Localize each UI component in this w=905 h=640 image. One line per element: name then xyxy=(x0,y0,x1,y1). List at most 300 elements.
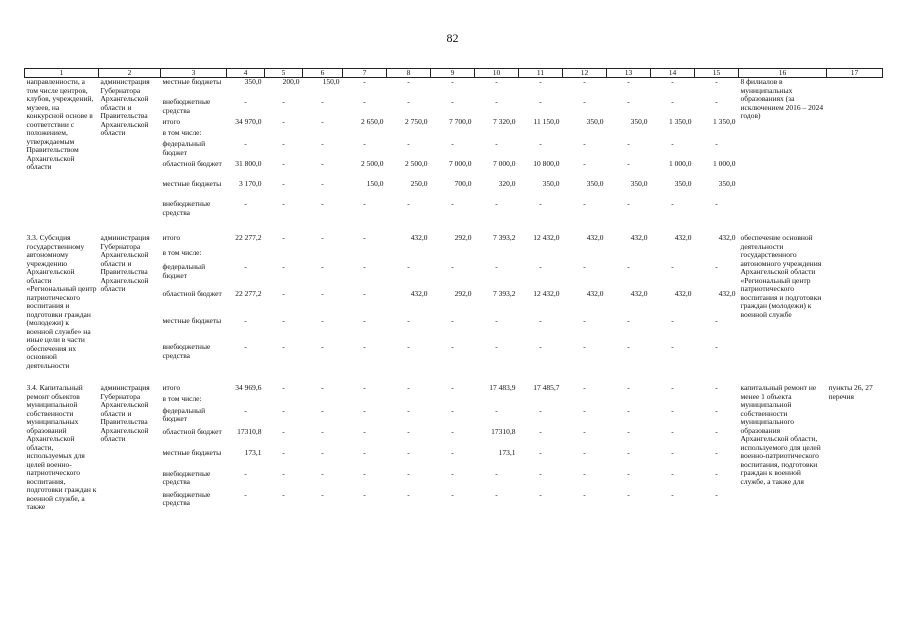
amount-cell: - xyxy=(495,140,498,148)
amount-cell xyxy=(387,129,431,140)
amount-cell: 2 500,0 xyxy=(405,160,428,168)
amount-cell: - xyxy=(244,140,247,148)
amount-cell: - xyxy=(363,200,366,208)
column-number-11: 11 xyxy=(519,69,563,78)
amount-cell: - xyxy=(282,200,285,208)
funding-source: итого xyxy=(162,118,181,126)
amount-cell: - xyxy=(321,180,324,188)
amount-cell: - xyxy=(495,77,498,86)
amount-cell: 7 393,2 xyxy=(493,289,516,298)
amount-cell: - xyxy=(363,289,366,298)
amount-cell: - xyxy=(451,406,454,415)
amount-cell: - xyxy=(495,406,498,415)
amount-cell xyxy=(343,395,387,406)
amount-cell: 150,0 xyxy=(322,77,340,86)
amount-cell: 432,0 xyxy=(674,234,692,242)
column-number-row xyxy=(25,69,883,78)
budget-table xyxy=(24,68,883,512)
funding-source: в том числе: xyxy=(162,129,202,137)
funding-source: итого xyxy=(162,384,181,392)
amount-cell: - xyxy=(321,469,324,478)
amount-cell: - xyxy=(583,316,586,325)
table-row xyxy=(25,234,883,249)
amount-cell: - xyxy=(363,77,366,86)
amount-cell: - xyxy=(282,427,285,436)
amount-cell: - xyxy=(539,200,542,208)
amount-cell: - xyxy=(407,469,410,478)
amount-cell: - xyxy=(583,448,586,457)
amount-cell: 12 432,0 xyxy=(533,289,560,298)
amount-cell: - xyxy=(407,140,410,148)
amount-cell: - xyxy=(451,448,454,457)
amount-cell: - xyxy=(321,234,324,242)
amount-cell: - xyxy=(539,469,542,478)
amount-cell: - xyxy=(495,490,498,499)
amount-cell xyxy=(651,129,695,140)
amount-cell: - xyxy=(671,406,674,415)
table-row xyxy=(25,78,883,99)
amount-cell: - xyxy=(282,343,285,352)
amount-cell: - xyxy=(407,490,410,499)
amount-cell: - xyxy=(495,316,498,325)
amount-cell: - xyxy=(282,98,285,106)
amount-cell xyxy=(227,395,265,406)
amount-cell: - xyxy=(583,427,586,436)
amount-cell xyxy=(651,395,695,406)
amount-cell: - xyxy=(495,98,498,106)
amount-cell xyxy=(519,129,563,140)
amount-cell: - xyxy=(583,490,586,499)
column-number-10: 10 xyxy=(475,69,519,78)
amount-cell: - xyxy=(244,406,247,415)
amount-cell: - xyxy=(495,200,498,208)
amount-cell: - xyxy=(451,384,454,392)
amount-cell: - xyxy=(407,263,410,272)
amount-cell: - xyxy=(244,469,247,478)
amount-cell: - xyxy=(671,384,674,392)
amount-cell: - xyxy=(583,98,586,106)
amount-cell: - xyxy=(321,316,324,325)
amount-cell: - xyxy=(363,140,366,148)
amount-cell xyxy=(265,249,303,264)
amount-cell: - xyxy=(363,343,366,352)
amount-cell: - xyxy=(671,200,674,208)
amount-cell: - xyxy=(321,343,324,352)
funding-source: в том числе: xyxy=(162,395,202,404)
page-number: 82 xyxy=(446,31,459,45)
amount-cell: - xyxy=(321,98,324,106)
amount-cell xyxy=(563,129,607,140)
amount-cell: - xyxy=(627,200,630,208)
amount-cell: - xyxy=(451,343,454,352)
amount-cell: - xyxy=(321,289,324,298)
amount-cell: - xyxy=(583,160,586,168)
amount-cell xyxy=(563,395,607,406)
amount-cell xyxy=(519,249,563,264)
amount-cell: - xyxy=(282,469,285,478)
column-number-2: 2 xyxy=(99,69,161,78)
amount-cell: - xyxy=(539,263,542,272)
amount-cell: - xyxy=(539,140,542,148)
amount-cell: - xyxy=(363,384,366,392)
amount-cell: - xyxy=(583,469,586,478)
amount-cell: - xyxy=(715,406,718,415)
amount-cell: 2 750,0 xyxy=(405,118,428,126)
amount-cell: 22 277,2 xyxy=(235,289,262,298)
amount-cell xyxy=(695,129,739,140)
amount-cell: - xyxy=(671,343,674,352)
amount-cell: - xyxy=(407,384,410,392)
amount-cell: 350,0 xyxy=(586,180,604,188)
amount-cell: 7 000,0 xyxy=(493,160,516,168)
amount-cell: - xyxy=(282,118,285,126)
amount-cell: - xyxy=(451,490,454,499)
amount-cell: 432,0 xyxy=(630,289,648,298)
executor: администрация Губернатора Архангельской области и Правительства Архангельской области xyxy=(100,77,150,137)
amount-cell: - xyxy=(671,469,674,478)
column-number-14: 14 xyxy=(651,69,695,78)
amount-cell: - xyxy=(282,384,285,392)
amount-cell: - xyxy=(451,427,454,436)
amount-cell: - xyxy=(451,77,454,86)
amount-cell: - xyxy=(627,448,630,457)
amount-cell: 31 800,0 xyxy=(235,160,262,168)
amount-cell: - xyxy=(627,490,630,499)
amount-cell: - xyxy=(244,316,247,325)
amount-cell: - xyxy=(715,263,718,272)
amount-cell xyxy=(475,249,519,264)
amount-cell: 432,0 xyxy=(586,234,604,242)
amount-cell: 432,0 xyxy=(586,289,604,298)
amount-cell: 3 170,0 xyxy=(239,180,262,188)
amount-cell: 250,0 xyxy=(410,180,428,188)
amount-cell xyxy=(265,395,303,406)
amount-cell: - xyxy=(715,448,718,457)
amount-cell: - xyxy=(321,384,324,392)
amount-cell: 700,0 xyxy=(454,180,472,188)
funding-source: областной бюджет xyxy=(162,289,222,298)
amount-cell: - xyxy=(539,490,542,499)
amount-cell: 2 650,0 xyxy=(361,118,384,126)
amount-cell: - xyxy=(627,263,630,272)
executor: администрация Губернатора Архангельской области и Правительства Архангельской области xyxy=(100,234,150,293)
amount-cell: - xyxy=(671,490,674,499)
amount-cell: 350,0 xyxy=(718,180,736,188)
amount-cell: - xyxy=(715,316,718,325)
amount-cell: 1 350,0 xyxy=(669,118,692,126)
amount-cell: - xyxy=(495,469,498,478)
funding-source: местные бюджеты xyxy=(162,448,222,457)
budget-table-sheet xyxy=(24,68,882,512)
funding-source: местные бюджеты xyxy=(162,77,222,86)
amount-cell: 7 320,0 xyxy=(493,118,516,126)
amount-cell: 7 393,2 xyxy=(493,234,516,242)
amount-cell: - xyxy=(244,490,247,499)
amount-cell: 350,0 xyxy=(542,180,560,188)
amount-cell: - xyxy=(407,77,410,86)
amount-cell: - xyxy=(583,263,586,272)
funding-source: внебюджетные средства xyxy=(162,490,211,508)
amount-cell: - xyxy=(321,160,324,168)
amount-cell: - xyxy=(407,406,410,415)
amount-cell: 432,0 xyxy=(718,289,736,298)
amount-cell: - xyxy=(715,343,718,352)
amount-cell: 432,0 xyxy=(674,289,692,298)
amount-cell: 17310,8 xyxy=(237,427,262,436)
amount-cell: - xyxy=(363,406,366,415)
funding-source: федеральный бюджет xyxy=(162,263,206,280)
amount-cell: - xyxy=(671,448,674,457)
amount-cell: - xyxy=(282,406,285,415)
funding-source: федеральный бюджет xyxy=(162,406,206,424)
amount-cell: - xyxy=(583,77,586,86)
amount-cell: 10 800,0 xyxy=(533,160,560,168)
amount-cell xyxy=(265,129,303,140)
amount-cell: - xyxy=(321,406,324,415)
amount-cell: 432,0 xyxy=(630,234,648,242)
amount-cell: - xyxy=(627,98,630,106)
column-number-17: 17 xyxy=(827,69,883,78)
amount-cell: - xyxy=(495,343,498,352)
amount-cell xyxy=(303,249,343,264)
amount-cell: - xyxy=(244,343,247,352)
amount-cell: - xyxy=(407,448,410,457)
amount-cell: - xyxy=(321,448,324,457)
amount-cell: - xyxy=(451,469,454,478)
amount-cell: - xyxy=(321,490,324,499)
amount-cell: - xyxy=(363,490,366,499)
column-number-1: 1 xyxy=(25,69,99,78)
funding-source: внебюджетные средства xyxy=(162,343,211,360)
amount-cell: - xyxy=(363,316,366,325)
amount-cell: - xyxy=(282,289,285,298)
amount-cell: 34 969,6 xyxy=(235,384,262,392)
amount-cell: - xyxy=(627,384,630,392)
amount-cell: 432,0 xyxy=(718,234,736,242)
amount-cell: - xyxy=(282,140,285,148)
amount-cell xyxy=(431,249,475,264)
funding-source: областной бюджет xyxy=(162,427,222,436)
amount-cell: - xyxy=(282,160,285,168)
column-number-12: 12 xyxy=(563,69,607,78)
amount-cell: - xyxy=(407,427,410,436)
column-number-7: 7 xyxy=(343,69,387,78)
amount-cell: 12 432,0 xyxy=(533,234,560,242)
amount-cell: - xyxy=(671,77,674,86)
amount-cell: 17 483,9 xyxy=(489,384,516,392)
amount-cell: - xyxy=(671,427,674,436)
amount-cell: 22 277,2 xyxy=(235,234,262,242)
amount-cell: - xyxy=(282,234,285,242)
amount-cell: - xyxy=(627,343,630,352)
amount-cell: - xyxy=(451,263,454,272)
amount-cell: - xyxy=(451,316,454,325)
amount-cell: - xyxy=(282,180,285,188)
amount-cell: - xyxy=(321,140,324,148)
amount-cell xyxy=(343,129,387,140)
amount-cell: - xyxy=(627,316,630,325)
amount-cell: - xyxy=(715,490,718,499)
amount-cell: - xyxy=(539,77,542,86)
column-number-9: 9 xyxy=(431,69,475,78)
amount-cell: - xyxy=(627,140,630,148)
amount-cell: 2 500,0 xyxy=(361,160,384,168)
amount-cell: - xyxy=(363,469,366,478)
amount-cell: - xyxy=(671,98,674,106)
amount-cell xyxy=(519,395,563,406)
expected-result: капитальный ремонт не менее 1 объекта муниципальной собственности муниципального образования Архангельской области, используемого для целей военно-патриотического воспитания, подготовки граждан к военной службе, а также для xyxy=(740,384,821,486)
amount-cell: - xyxy=(407,98,410,106)
amount-cell: - xyxy=(627,469,630,478)
amount-cell xyxy=(431,129,475,140)
measure-name: направленности, а том числе центров, клубов, учреждений, музеев, на конкурсной основе в соответствии с положением, утверждаемым Правительством Архангельской области xyxy=(26,77,94,171)
amount-cell: - xyxy=(583,406,586,415)
amount-cell: - xyxy=(451,140,454,148)
measure-name: 3.4. Капитальный ремонт объектов муниципальной собственности муниципальных образований Архангельской области, используемых для целей военно-патриотического воспитания, подготовки граждан к военной службе, а также xyxy=(26,384,97,511)
reference xyxy=(827,78,883,221)
amount-cell: - xyxy=(321,263,324,272)
amount-cell: - xyxy=(671,316,674,325)
amount-cell: - xyxy=(583,384,586,392)
amount-cell: - xyxy=(715,384,718,392)
amount-cell: - xyxy=(495,263,498,272)
column-number-8: 8 xyxy=(387,69,431,78)
expected-result: обеспечение основной деятельности государственного автономного учреждения Архангельской области «Региональный центр патриотического воспитания и подготовки граждан (молодежи) к военной службе xyxy=(740,234,822,319)
block-separator xyxy=(25,220,883,234)
column-number-15: 15 xyxy=(695,69,739,78)
amount-cell xyxy=(343,249,387,264)
amount-cell: - xyxy=(539,448,542,457)
expected-result: 8 филиалов в муниципальных образованиях (за исключением 2016 – 2024 годов) xyxy=(740,77,824,120)
column-number-5: 5 xyxy=(265,69,303,78)
measure-name: 3.3. Субсидия государственному автономному учреждению Архангельской области «Региональный центр патриотического воспитания и подготовки граждан (молодежи) к военной службе» на иные цели в части обеспечения их основной деятельности xyxy=(26,234,97,370)
amount-cell: 432,0 xyxy=(410,289,428,298)
amount-cell: - xyxy=(282,316,285,325)
amount-cell: 432,0 xyxy=(410,234,428,242)
amount-cell: 350,0 xyxy=(630,180,648,188)
amount-cell: 320,0 xyxy=(498,180,516,188)
funding-source: местные бюджеты xyxy=(162,316,222,325)
amount-cell xyxy=(227,129,265,140)
amount-cell: 7 000,0 xyxy=(449,160,472,168)
column-number-16: 16 xyxy=(739,69,827,78)
amount-cell xyxy=(303,129,343,140)
table-row xyxy=(25,384,883,395)
amount-cell: - xyxy=(671,263,674,272)
amount-cell: - xyxy=(363,448,366,457)
amount-cell: 350,0 xyxy=(630,118,648,126)
amount-cell: 150,0 xyxy=(366,180,384,188)
amount-cell: - xyxy=(539,98,542,106)
funding-source: федеральный бюджет xyxy=(162,140,206,157)
amount-cell: - xyxy=(583,140,586,148)
amount-cell: 34 970,0 xyxy=(235,118,262,126)
funding-source: итого xyxy=(162,234,181,242)
amount-cell: - xyxy=(363,427,366,436)
amount-cell: - xyxy=(244,200,247,208)
column-number-13: 13 xyxy=(607,69,651,78)
amount-cell: - xyxy=(407,316,410,325)
amount-cell: - xyxy=(321,118,324,126)
amount-cell: - xyxy=(715,98,718,106)
amount-cell: - xyxy=(627,77,630,86)
amount-cell: 350,0 xyxy=(586,118,604,126)
amount-cell: - xyxy=(539,316,542,325)
amount-cell xyxy=(387,395,431,406)
column-number-3: 3 xyxy=(161,69,227,78)
amount-cell: 292,0 xyxy=(454,289,472,298)
amount-cell xyxy=(387,249,431,264)
amount-cell: 17 485,7 xyxy=(533,384,560,392)
amount-cell: - xyxy=(282,263,285,272)
amount-cell: - xyxy=(715,200,718,208)
amount-cell: - xyxy=(321,427,324,436)
amount-cell: - xyxy=(363,263,366,272)
amount-cell xyxy=(607,395,651,406)
column-number-4: 4 xyxy=(227,69,265,78)
funding-source: внебюджетные средства xyxy=(162,98,211,115)
amount-cell: 173,1 xyxy=(244,448,262,457)
funding-source: местные бюджеты xyxy=(162,180,222,188)
amount-cell: 7 700,0 xyxy=(449,118,472,126)
reference xyxy=(827,234,883,370)
amount-cell: - xyxy=(539,343,542,352)
amount-cell: 1 350,0 xyxy=(713,118,736,126)
amount-cell xyxy=(607,249,651,264)
amount-cell xyxy=(695,395,739,406)
amount-cell: - xyxy=(451,98,454,106)
amount-cell xyxy=(475,129,519,140)
amount-cell: - xyxy=(583,200,586,208)
amount-cell xyxy=(431,395,475,406)
amount-cell: - xyxy=(715,469,718,478)
amount-cell: - xyxy=(715,140,718,148)
amount-cell: - xyxy=(244,98,247,106)
funding-source: внебюджетные средства xyxy=(162,469,211,487)
executor: администрация Губернатора Архангельской области и Правительства Архангельской области xyxy=(100,384,150,443)
column-number-6: 6 xyxy=(303,69,343,78)
amount-cell: - xyxy=(627,160,630,168)
amount-cell xyxy=(227,249,265,264)
amount-cell: - xyxy=(715,427,718,436)
amount-cell: - xyxy=(539,406,542,415)
amount-cell: - xyxy=(583,343,586,352)
amount-cell: - xyxy=(407,200,410,208)
block-separator xyxy=(25,370,883,384)
amount-cell: - xyxy=(715,77,718,86)
amount-cell: - xyxy=(671,140,674,148)
amount-cell: - xyxy=(407,343,410,352)
amount-cell: 1 000,0 xyxy=(669,160,692,168)
amount-cell: - xyxy=(321,200,324,208)
amount-cell: 1 000,0 xyxy=(713,160,736,168)
amount-cell: - xyxy=(282,490,285,499)
amount-cell: - xyxy=(627,427,630,436)
amount-cell: 292,0 xyxy=(454,234,472,242)
amount-cell xyxy=(303,395,343,406)
amount-cell xyxy=(475,395,519,406)
amount-cell: 17310,8 xyxy=(491,427,516,436)
amount-cell: 350,0 xyxy=(244,77,262,86)
amount-cell: - xyxy=(539,427,542,436)
amount-cell: - xyxy=(363,234,366,242)
amount-cell: 173,1 xyxy=(498,448,516,457)
amount-cell xyxy=(563,249,607,264)
amount-cell: - xyxy=(282,448,285,457)
amount-cell: 350,0 xyxy=(674,180,692,188)
amount-cell xyxy=(607,129,651,140)
funding-source: областной бюджет xyxy=(162,160,222,168)
